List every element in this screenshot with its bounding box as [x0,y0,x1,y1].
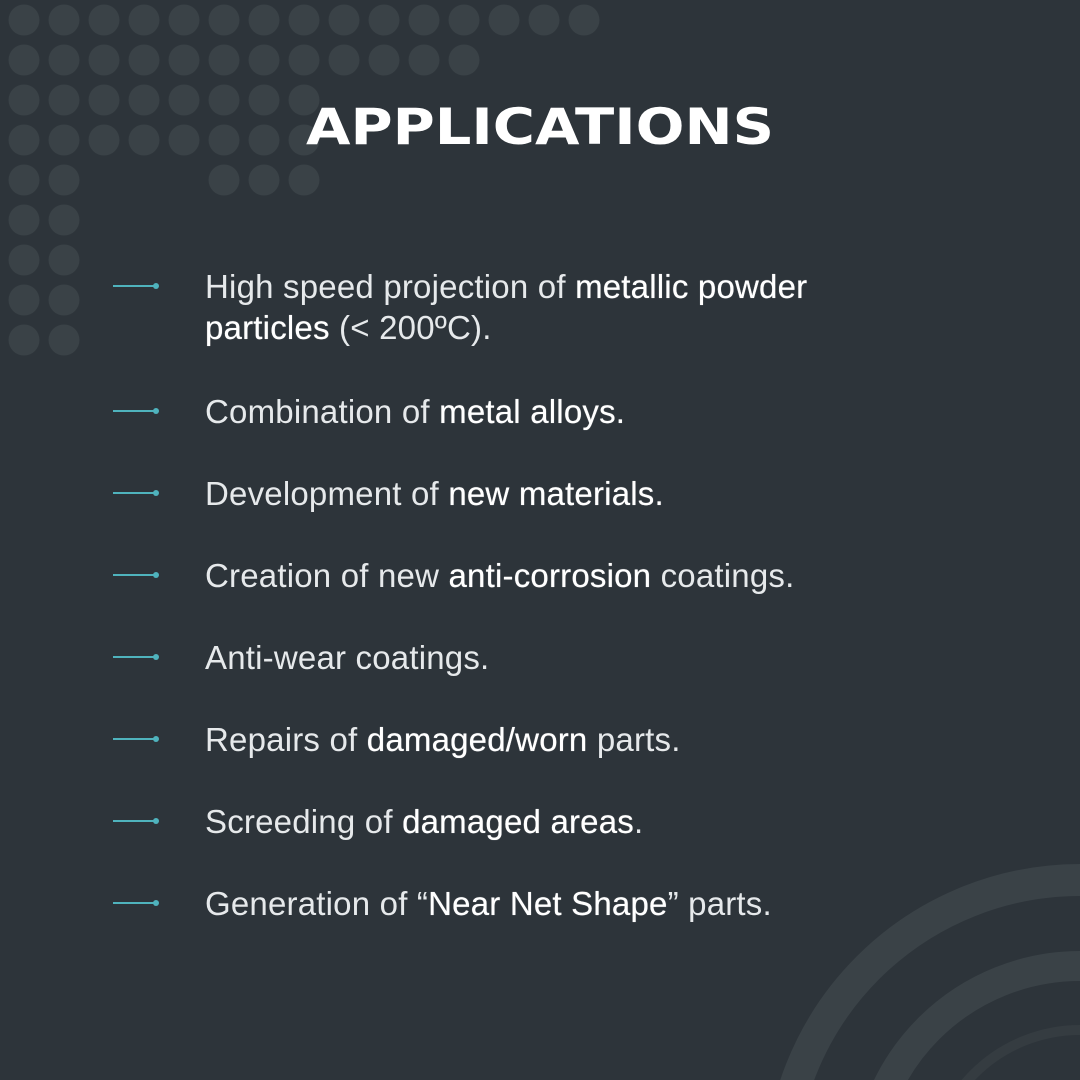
plain-text: High speed projection of [205,268,576,305]
plain-text: Combination of [205,393,440,430]
page-title: APPLICATIONS [305,98,775,156]
arrow-bullet-icon [113,490,159,496]
arrow-bullet-icon [113,283,159,289]
list-item-text [205,555,905,596]
arrow-bullet-icon [113,572,159,578]
arrow-bullet-icon [113,736,159,742]
plain-text: Generation of “ [205,885,429,922]
arrow-bullet-icon [113,654,159,660]
plain-text: Repairs of [205,721,367,758]
plain-text: parts. [587,721,681,758]
highlighted-text: new materials. [448,475,664,512]
highlighted-text: metallic powder particles [205,268,808,346]
highlighted-text: Near Net Shape [428,885,668,922]
plain-text: (< 200ºC). [329,309,492,346]
list-item-text [205,637,905,678]
plain-text: ” parts. [667,885,772,922]
highlighted-text: damaged areas [402,803,634,840]
plain-text: Screeding of [205,803,403,840]
plain-text: Anti-wear coatings. [205,639,490,676]
arrow-bullet-icon [113,818,159,824]
list-item-text [205,883,905,924]
list-item-text [205,391,905,432]
list-item-text [205,266,865,348]
highlighted-text: metal alloys. [439,393,626,430]
list-item-text [205,473,905,514]
list-item-text [205,801,905,842]
highlighted-text: damaged/worn [366,721,588,758]
arrow-bullet-icon [113,900,159,906]
arrow-bullet-icon [113,408,159,414]
plain-text: Development of [205,475,449,512]
plain-text: Creation of new [205,557,449,594]
plain-text: coatings. [651,557,795,594]
plain-text: . [634,803,644,840]
list-item-text [205,719,905,760]
highlighted-text: anti-corrosion [448,557,652,594]
